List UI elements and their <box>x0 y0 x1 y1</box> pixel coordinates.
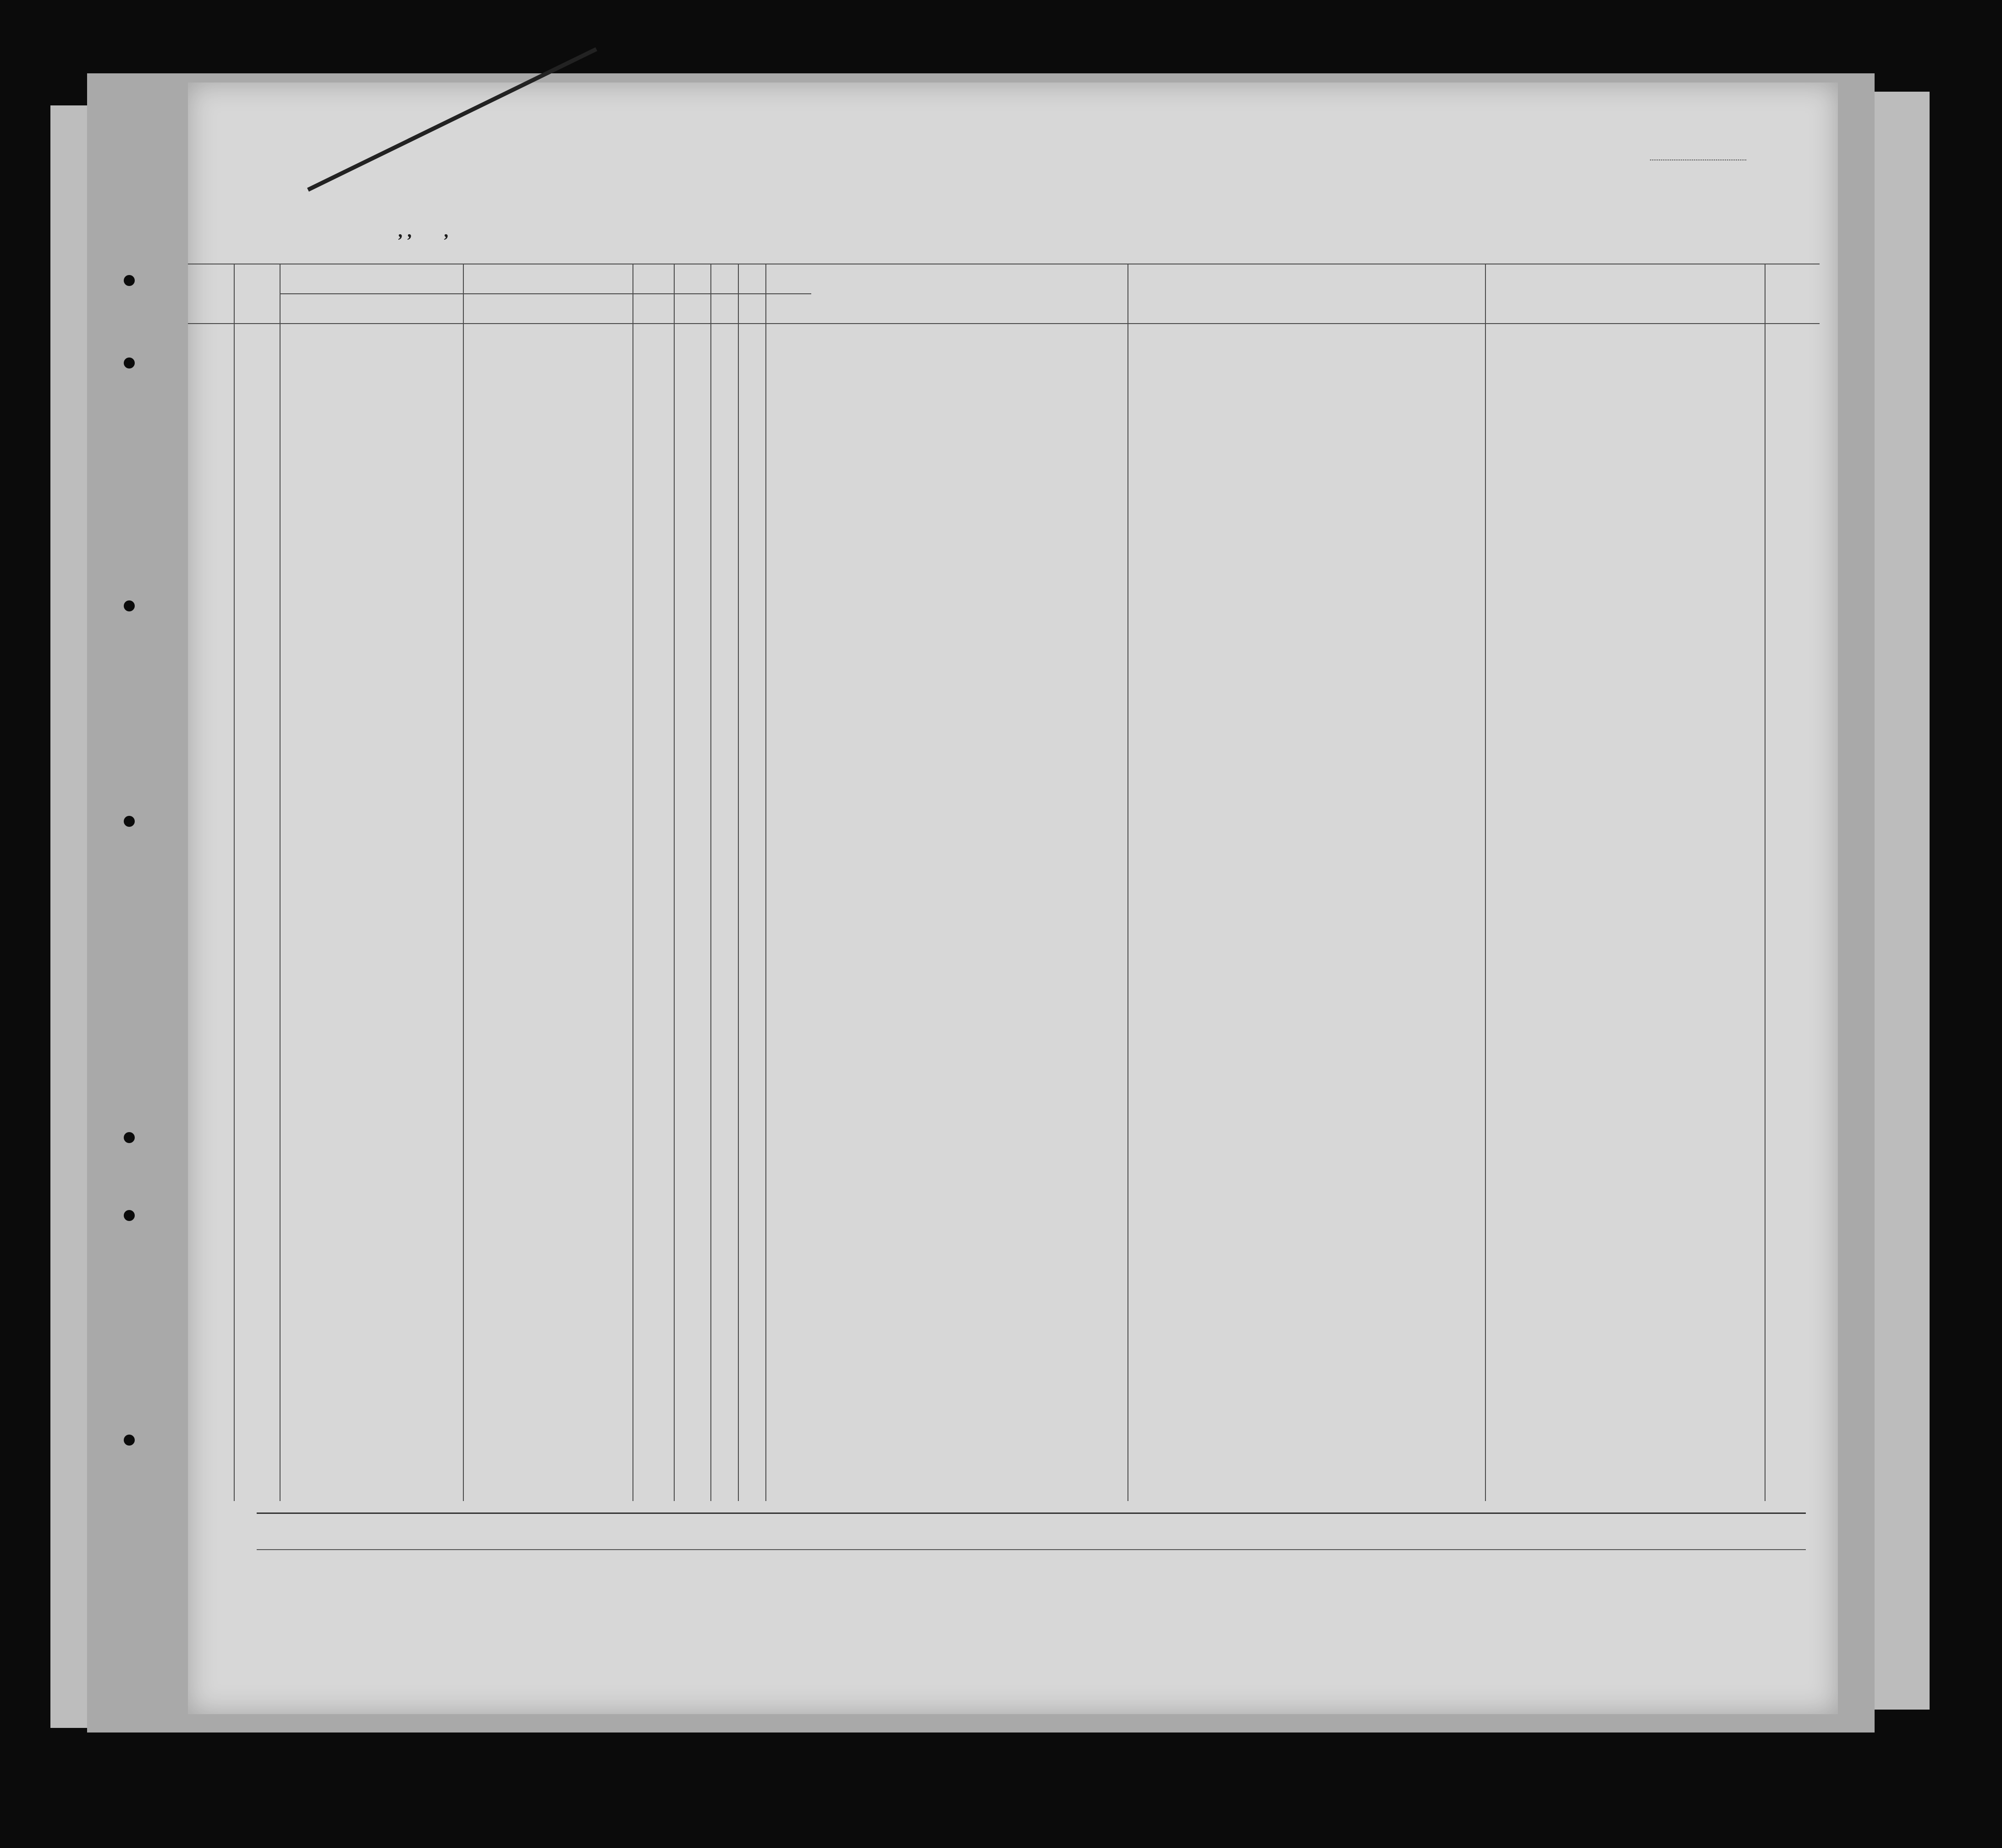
footer-rule <box>257 1512 1806 1514</box>
name-header-rule <box>280 293 811 294</box>
manifest-page <box>188 82 1838 1714</box>
punch-hole <box>124 600 135 611</box>
punch-hole <box>124 358 135 368</box>
col-rule <box>1765 264 1766 1501</box>
punch-hole <box>124 1435 135 1446</box>
handwritten-slash <box>307 47 597 192</box>
col-rule <box>710 264 711 1501</box>
punch-hole <box>124 1132 135 1143</box>
col-rule <box>234 264 235 1501</box>
col-rule <box>738 264 739 1501</box>
col-rule <box>674 264 675 1501</box>
col-rule <box>632 264 633 1501</box>
punch-hole <box>124 1210 135 1221</box>
header-bottom-rule <box>188 323 1820 324</box>
passenger-table <box>188 264 1820 1501</box>
punch-hole <box>124 816 135 827</box>
voyage-line: , , , <box>399 220 449 241</box>
footer-rule-lower <box>257 1549 1806 1550</box>
punch-hole <box>124 275 135 286</box>
col-rule <box>1485 264 1486 1501</box>
col-rule <box>463 264 464 1501</box>
col-rule <box>765 264 766 1501</box>
